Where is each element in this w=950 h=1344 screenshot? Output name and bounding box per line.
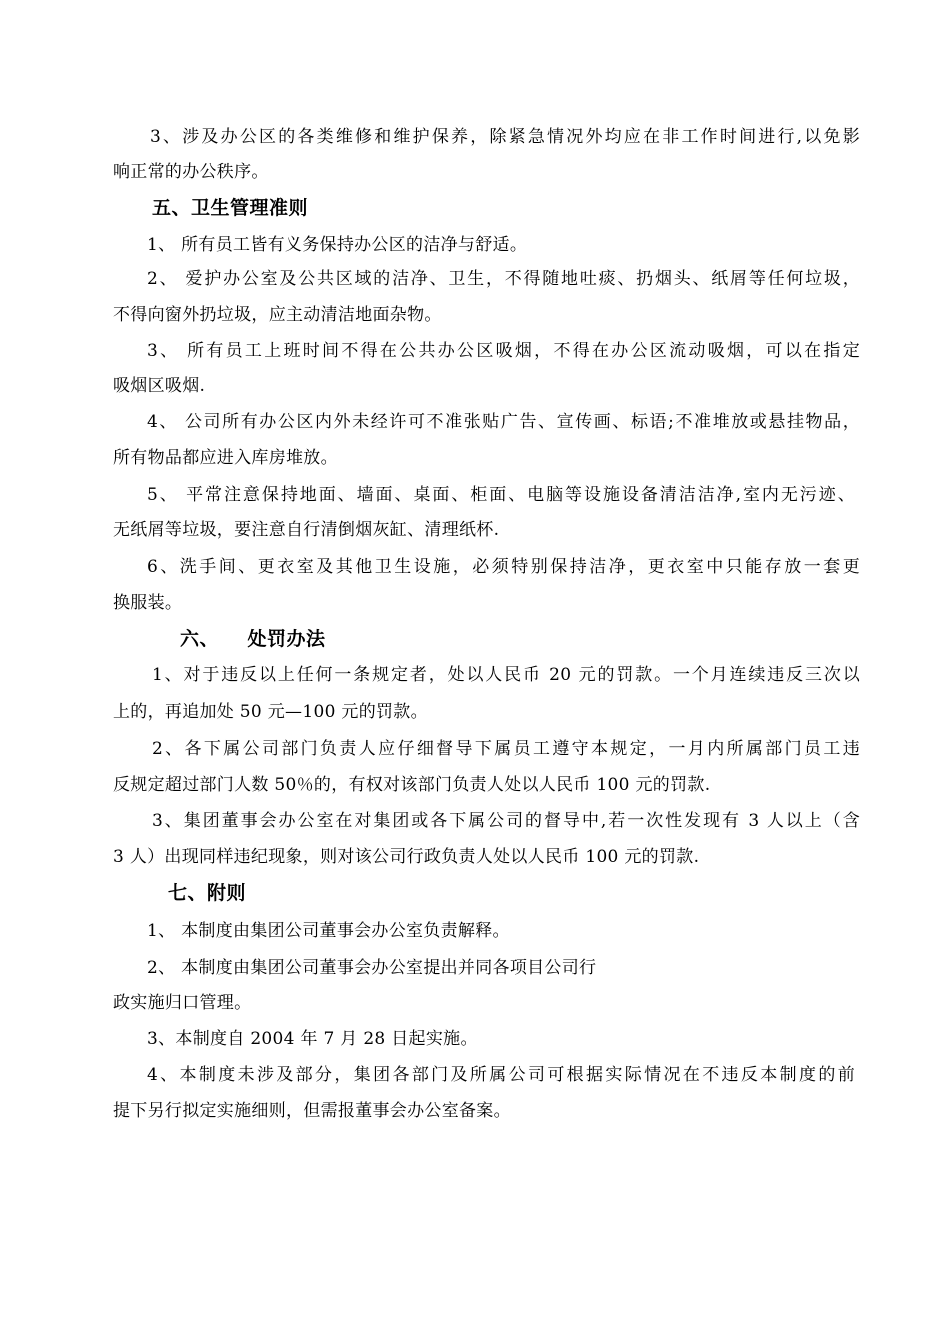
paragraph-line: 2、 本制度由集团公司董事会办公室提出并同各项目公司行 (147, 958, 597, 978)
paragraph-line: 上的，再追加处 50 元—100 元的罚款。 (113, 702, 428, 722)
paragraph-line: 无纸屑等垃圾，要注意自行清倒烟灰缸、清理纸杯. (113, 520, 500, 540)
paragraph-line: 响正常的办公秩序。 (113, 162, 269, 182)
paragraph-line: 3、集团董事会办公室在对集团或各下属公司的督导中,若一次性发现有 3 人以上（含 (152, 811, 860, 831)
paragraph-line: 1、 所有员工皆有义务保持办公区的洁净与舒适。 (147, 235, 528, 255)
paragraph-line: 3 人）出现同样违纪现象，则对该公司行政负责人处以人民币 100 元的罚款. (113, 847, 700, 867)
paragraph-line: 6、洗手间、更衣室及其他卫生设施，必须特别保持洁净，更衣室中只能存放一套更 (147, 557, 860, 577)
paragraph-line: 所有物品都应进入库房堆放。 (113, 448, 338, 468)
section-heading: 六、 处罚办法 (180, 628, 326, 650)
paragraph-line: 政实施归口管理。 (113, 993, 252, 1013)
paragraph-line: 反规定超过部门人数 50％的，有权对该部门负责人处以人民币 100 元的罚款. (113, 775, 711, 795)
paragraph-line: 换服装。 (113, 593, 183, 613)
paragraph-line: 1、 本制度由集团公司董事会办公室负责解释。 (147, 921, 510, 941)
paragraph-line: 3、本制度自 2004 年 7 月 28 日起实施。 (147, 1029, 478, 1049)
paragraph-line: 1、对于违反以上任何一条规定者，处以人民币 20 元的罚款。一个月连续违反三次以 (152, 665, 860, 685)
paragraph-line: 2、各下属公司部门负责人应仔细督导下属员工遵守本规定，一月内所属部门员工违 (152, 739, 860, 759)
paragraph-line: 吸烟区吸烟. (113, 376, 206, 396)
paragraph-line: 4、本制度未涉及部分，集团各部门及所属公司可根据实际情况在不违反本制度的前 (147, 1065, 855, 1085)
section-heading: 五、卫生管理准则 (152, 197, 309, 219)
paragraph-line: 3、 所有员工上班时间不得在公共办公区吸烟，不得在办公区流动吸烟，可以在指定 (147, 341, 860, 361)
paragraph-line: 3、涉及办公区的各类维修和维护保养，除紧急情况外均应在非工作时间进行,以免影 (150, 127, 860, 147)
paragraph-line: 4、 公司所有办公区内外未经许可不准张贴广告、宣传画、标语;不准堆放或悬挂物品， (147, 412, 860, 432)
paragraph-line: 提下另行拟定实施细则，但需报董事会办公室备案。 (113, 1101, 511, 1121)
section-heading: 七、附则 (168, 882, 247, 904)
paragraph-line: 不得向窗外扔垃圾，应主动清洁地面杂物。 (113, 305, 442, 325)
paragraph-line: 5、 平常注意保持地面、墙面、桌面、柜面、电脑等设施设备清洁洁净,室内无污迹、 (147, 485, 855, 505)
paragraph-line: 2、 爱护办公室及公共区域的洁净、卫生，不得随地吐痰、扔烟头、纸屑等任何垃圾， (147, 269, 860, 289)
